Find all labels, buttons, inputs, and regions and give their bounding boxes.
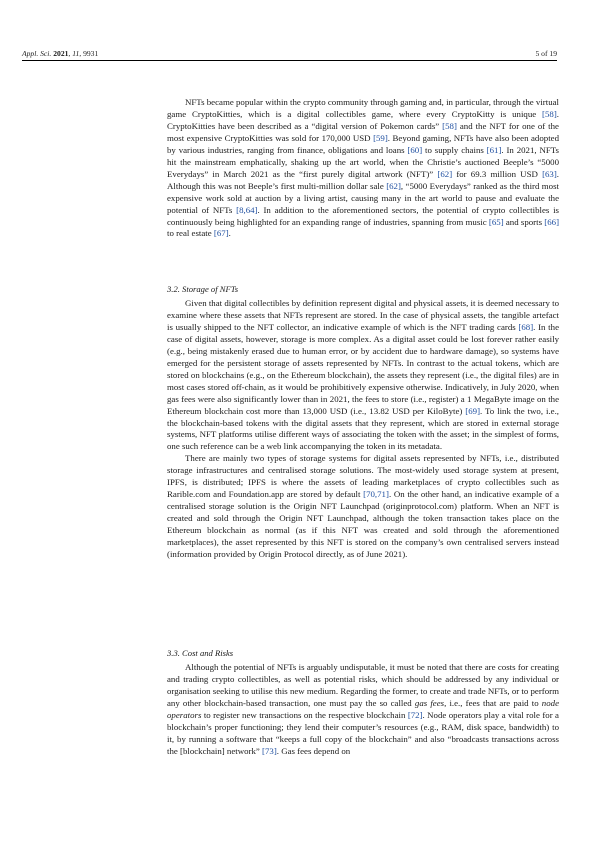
paragraph [167,97,559,240]
journal-name: Appl. Sci. [22,49,52,58]
text-segment: , i.e., fees that are paid to [444,697,542,708]
header-rule [22,60,557,61]
text-segment: to supply chains [422,144,487,155]
text-segment: Although the potential of NFTs is arguably undisputable, it must be noted that there are costs for creating and trading crypto collectibles, as well as potential risks, which should be addressed by any individual or organisation seeking to utilise this new medium. Regarding the former, to create and trade NFTs, or to perform any other blockchain-based transaction, one must pay the so called [167,662,559,708]
section-heading-cost-risks: 3.3. Cost and Risks [167,648,234,658]
journal-year: 2021 [53,49,69,58]
text-segment: . CryptoKitties have been described as a “digital version of Pokemon cards” [167,108,559,131]
text-segment: , “5000 Everydays” ranked as the third most expensive work sold at auction by a living artist, causing many in the art world to pause and evaluate the potential of NFTs [167,180,560,215]
text-segment: and the NFT for one of the most expensive CryptoKitties was sold for 170,000 USD [167,120,559,143]
citation-link[interactable]: [58] [442,120,457,131]
citation-link[interactable]: [67] [213,228,229,239]
text-segment: for 69.3 million USD [452,168,543,179]
citation-link[interactable]: [8,64] [236,204,258,215]
citation-link[interactable]: [62] [437,168,453,179]
section-cost-risks-body [167,662,559,758]
citation-link[interactable]: [65] [488,216,504,227]
citation-link[interactable]: [61] [486,144,502,155]
text-segment: . To link the two, i.e., the blockchain-based tokens with the digital assets that they represent, which are stored in external storage systems, NFT platforms utilise different ways of associating the token with the asset; in the simplest of forms, one such reference can be a web link accompanying the token in its metadata. [167,405,560,452]
journal-citation: Appl. Sci. 2021, 11, 9931 [22,49,99,58]
citation-link[interactable]: [68] [518,321,534,332]
text-segment: to register new transactions on the respective blockchain [201,709,408,720]
paragraph-nft-popularity [167,97,559,240]
citation-link[interactable]: [62] [386,180,401,191]
citation-link[interactable]: [73] [262,745,277,756]
article-number: 9931 [83,49,99,58]
text-segment: . In the case of digital assets, however, storage is more complex. As a digital asset could be lost forever rather easily (e.g., being mistakenly erased due to human error, or by accident due to hardware damage), so systems have emerged for the persistent storage of assets represented by NFTs. In contrast to the actual tokens, which are stored on blockchains (e.g., on the Ethereum blockchain), the assets they represent (i.e., the digital files) are in most cases stored off-chain, as it would be prohibitively expensive otherwise. Indicatively, in July 2020, when gas fees were also significantly lower than in 2021, the fees to store (i.e., register) a 1 MegaByte image on the Ethereum blockchain cost more than 13,000 USD (i.e., 13.82 USD per KiloByte) [167,321,559,416]
emphasis-node-operators: node operators [167,697,559,720]
citation-link[interactable]: [72] [407,709,423,720]
text-segment: . Beyond gaming, NFTs have also been adopted by various industries, ranging from finance, obligations and loans [167,132,560,155]
citation-link[interactable]: [58] [542,108,557,119]
text-segment: . Although this was not Beeple’s first multi-million dollar sale [167,168,560,191]
citation-link[interactable]: [63] [542,168,557,179]
citation-link[interactable]: [66] [544,216,560,227]
text-segment: to real estate [167,228,214,239]
paragraph-storage-intro [167,298,559,453]
text-segment: Given that digital collectibles by definition represent digital and physical assets, it is deemed necessary to examine where these assets that NFTs represent are stored. In the case of physical assets, the tangible artefact is usually shipped to the NFT collector, an indicative example of which is the NFT trading cards [167,298,559,332]
text-segment: . On the other hand, an indicative example of a centralised storage solution is the Origin NFT Launchpad (originprotocol.com) platform. When an NFT is created and sold through the Origin NFT Launchpad, although the token transaction takes place on the Ethereum blockchain as normal (as if this NFT was created and sold through the aforementioned marketplaces), the asset represented by this NFT is stored on the company’s own centralised servers instead (information provided by Origin Protocol directly, as of June 2021). [167,489,559,560]
section-storage-body [167,298,559,561]
text-segment: NFTs became popular within the crypto community through gaming and, in particular, through the virtual game CryptoKitties, which is a digital collectibles game, where every CryptoKitty is unique [167,97,559,119]
text-segment: . In 2021, NFTs hit the mainstream emphatically, shaking up the art world, when the Christie’s auctioned Beeple’s “5000 Everydays” in March 2021 as the “first purely digital artwork (NFT)” [167,144,560,179]
paragraph-cost-risks [167,662,559,758]
emphasis-gas-fees: gas fees [414,697,445,708]
journal-volume: 11 [72,49,80,58]
text-segment: and sports [503,216,545,227]
text-segment: . Gas fees depend on [276,745,351,756]
citation-link[interactable]: [70,71] [363,489,389,500]
page-number: 5 of 19 [535,49,557,58]
text-segment: . In addition to the aforementioned sectors, the potential of crypto collectibles is continuously being highlighted for an expanding range of industries, spanning from music [167,204,559,227]
section-heading-storage: 3.2. Storage of NFTs [167,284,239,294]
text-segment: . [228,228,231,239]
text-segment: There are mainly two types of storage systems for digital assets represented by NFTs, i.e., distributed storage infrastructures and centralised storage solutions. The most-widely used storage system at present, IPFS, is distributed; IPFS is where the assets of leading marketplaces of crypto collectibles such as Rarible.com and Foundation.app are stored by default [167,453,559,500]
paragraph-storage-types [167,453,559,561]
text-segment: . Node operators play a vital role for a blockchain’s proper functioning; they lend their computer’s resources (e.g., RAM, disk space, bandwidth) to it, by running a software that “keeps a full copy of the blockchain” and also “broadcasts transactions across the [blockchain] network” [167,709,559,756]
citation-link[interactable]: [60] [407,144,423,155]
citation-link[interactable]: [59] [373,132,388,143]
citation-link[interactable]: [69] [465,405,481,416]
